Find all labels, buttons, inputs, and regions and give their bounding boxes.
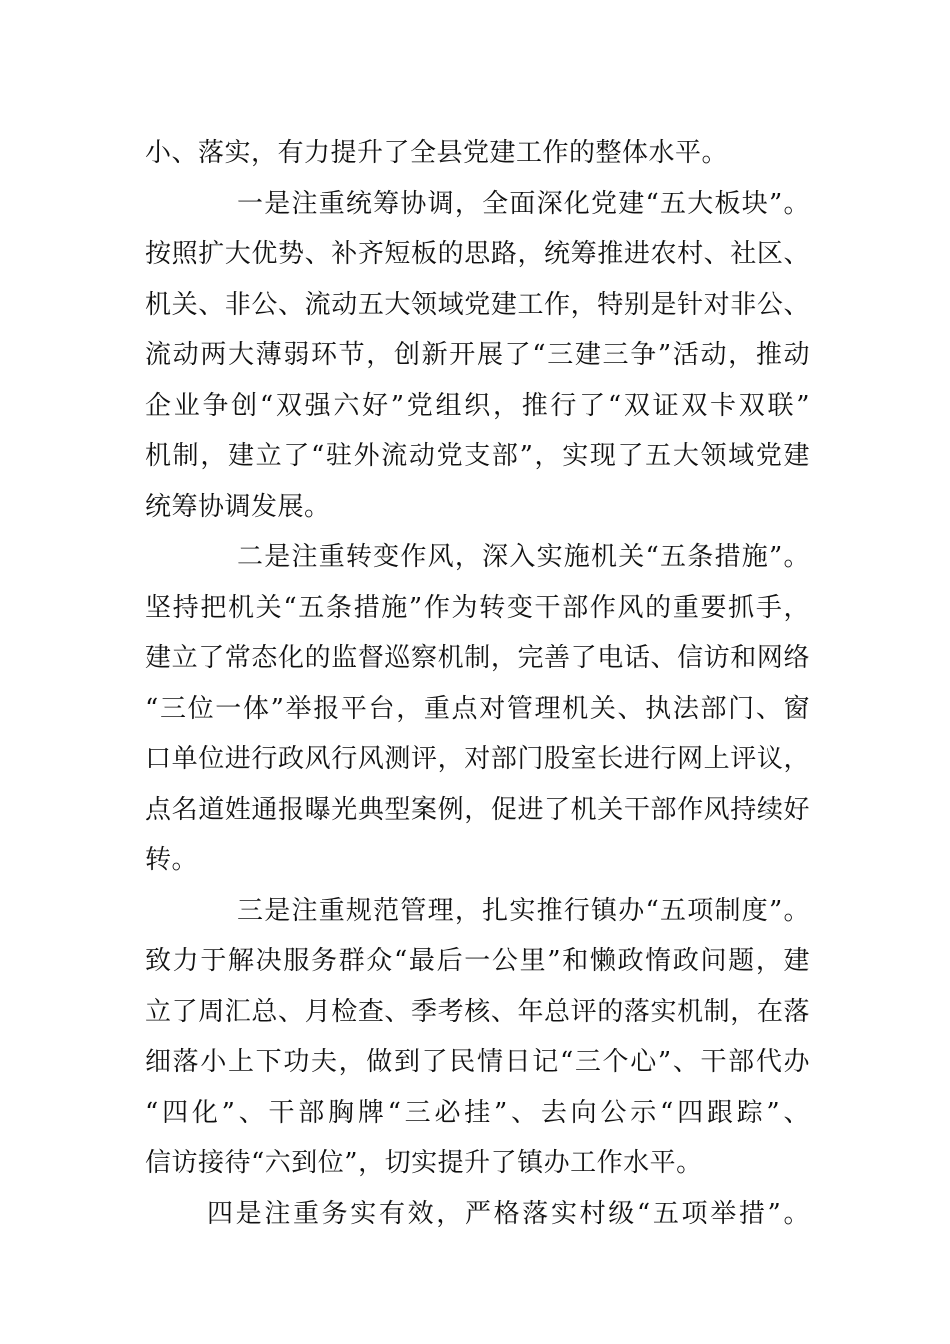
text-line: 转。 <box>145 845 199 875</box>
text-line: 点名道姓通报曝光典型案例，促进了机关干部作风持续好 <box>145 794 810 825</box>
text-line: 细落小上下功夫，做到了民情日记“三个心”、干部代办 <box>145 1047 810 1077</box>
text-line: “三位一体”举报平台，重点对管理机关、执法部门、窗 <box>145 693 810 724</box>
paragraph-heading-4: 四是注重务实有效，严格落实村级“五项举措”。 <box>207 1198 810 1229</box>
text-line: 致力于解决服务群众“最后一公里”和懒政惰政问题，建 <box>145 946 810 976</box>
text-line: 企业争创“双强六好”党组织，推行了“双证双卡双联” <box>145 390 810 421</box>
text-line: 建立了常态化的监督巡察机制，完善了电话、信访和网络 <box>145 643 810 673</box>
text-line: 机制，建立了“驻外流动党支部”，实现了五大领域党建 <box>145 441 810 471</box>
text-line: 小、落实，有力提升了全县党建工作的整体水平。 <box>145 138 729 168</box>
paragraph-heading-1: 一是注重统筹协调，全面深化党建“五大板块”。 <box>237 188 810 219</box>
paragraph-heading-2: 二是注重转变作风，深入实施机关“五条措施”。 <box>237 542 810 572</box>
text-line: 按照扩大优势、补齐短板的思路，统筹推进农村、社区、 <box>145 239 810 269</box>
text-line: 信访接待“六到位”，切实提升了镇办工作水平。 <box>145 1148 703 1178</box>
text-line: 口单位进行政风行风测评，对部门股室长进行网上评议， <box>145 744 810 774</box>
text-line: 机关、非公、流动五大领域党建工作，特别是针对非公、 <box>145 289 810 320</box>
text-line: 统筹协调发展。 <box>145 491 331 522</box>
document-body <box>145 128 810 1239</box>
text-line: 立了周汇总、月检查、季考核、年总评的落实机制，在落 <box>145 996 810 1027</box>
paragraph-heading-3: 三是注重规范管理，扎实推行镇办“五项制度”。 <box>237 895 810 926</box>
text-line: 坚持把机关“五条措施”作为转变干部作风的重要抓手， <box>145 592 810 623</box>
text-line: “四化”、干部胸牌“三必挂”、去向公示“四跟踪”、 <box>145 1097 810 1128</box>
text-line: 流动两大薄弱环节，创新开展了“三建三争”活动，推动 <box>145 340 810 370</box>
